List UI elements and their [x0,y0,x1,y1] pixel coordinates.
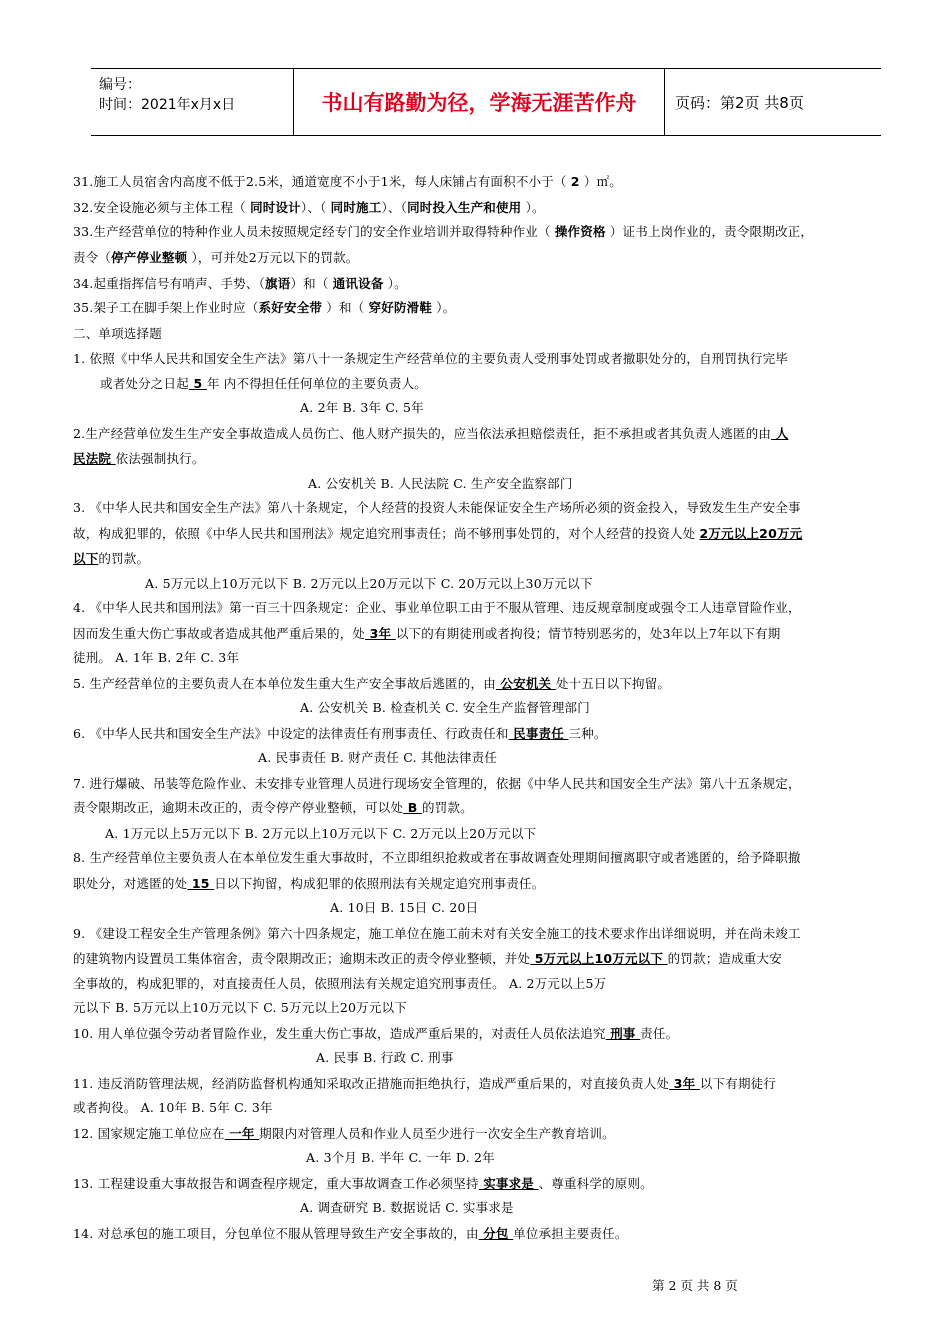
number-label: 编号： [99,77,141,93]
line-text: 单位承担主要责任。 [513,1226,628,1241]
answer-text: 15 [187,876,215,891]
text-line [73,1174,653,1192]
answer-text: 分包 [478,1226,514,1241]
text-line [73,222,813,240]
line-text: 10. 用人单位强令劳动者冒险作业，发生重大伤亡事故，造成严重后果的，对责任人员依法追究 [73,1026,606,1041]
text-line [73,774,801,792]
header-info [91,69,293,135]
line-text: ）。 [432,300,456,315]
line-text: ）和（ [290,276,333,291]
line-text: 31.施工人员宿舍内高度不低于2.5米，通道宽度不小于1米，每人床铺占有面积不小于（ [73,174,571,189]
header-table [91,68,881,136]
text-line [100,374,427,392]
line-text: A. 民事责任 B. 财产责任 C. 其他法律责任 [258,750,498,765]
answer-text: 通讯设备 [332,276,384,291]
line-text: 徒刑。 A. 1年 B. 2年 C. 3年 [73,650,240,665]
answer-text: 民事责任 [508,726,569,741]
answer-text: 2 [570,174,580,189]
text-line [73,274,407,292]
line-text: 职处分，对逃匿的处 [73,876,188,891]
line-text: A. 1万元以上5万元以下 B. 2万元以上10万元以下 C. 2万元以上20万元以下 [105,826,537,841]
line-text: 全事故的，构成犯罪的，对直接责任人员，依照刑法有关规定追究刑事责任。 A. 2万元以上5万 [73,976,607,991]
answer-text: 5 [188,376,207,391]
text-line [73,549,149,567]
text-line [73,674,670,692]
text-line [145,574,593,592]
line-text: 13. 工程建设重大事故报告和调查程序规定，重大事故调查工作必须坚持 [73,1176,479,1191]
line-text: 三种。 [568,726,607,741]
line-text: 8. 生产经营单位主要负责人在本单位发生重大事故时，不立即组织抢救或者在事故调查处理期间擅离职守或者逃匿的，给予降职撤 [73,850,801,865]
line-text: A. 3个月 B. 半年 C. 一年 D. 2年 [306,1150,495,1165]
line-text: 32.安全设施必须与主体工程（ [73,200,251,215]
text-line [73,598,801,616]
line-text: A. 5万元以上10万元以下 B. 2万元以上20万元以下 C. 20万元以上30万元以下 [145,576,593,591]
line-text: 9. 《建设工程安全生产管理条例》第六十四条规定，施工单位在施工前未对有关安全施工的技术要求作出详细说明，并在尚未竣工 [73,926,801,941]
text-line [73,1074,776,1092]
line-text: 的罚款；造成重大安 [667,951,782,966]
text-line [73,848,801,866]
line-text: 35.架子工在脚手架上作业时应（ [73,300,259,315]
text-line [73,724,607,742]
line-text: ）㎡。 [579,174,622,189]
line-text: 依法强制执行。 [115,451,205,466]
line-text: 11. 违反消防管理法规，经消防监督机构通知采取改正措施而拒绝执行，造成严重后果的，对直接负责人处 [73,1076,670,1091]
line-text: 33.生产经营单位的特种作业人员未按照规定经专门的安全作业培训并取得特种作业（ [73,224,555,239]
text-line [73,498,801,516]
answer-text: 操作资格 [554,224,606,239]
answer-text: 3年 [669,1076,700,1091]
line-text: A. 2年 B. 3年 C. 5年 [300,400,424,415]
text-line [73,172,622,190]
line-text: 12. 国家规定施工单位应在 [73,1126,225,1141]
line-text: 年 内不得担任任何单位的主要负责人。 [206,376,427,391]
line-text: 责任。 [640,1026,679,1041]
line-text: A. 民事 B. 行政 C. 刑事 [316,1050,454,1065]
answer-text: 同时设计 [250,200,301,215]
answer-text: 5万元以上10万元以下 [530,951,668,966]
text-line [73,648,239,666]
line-text: 34.起重指挥信号有哨声、手势、（ [73,276,266,291]
answer-text: 穿好防滑鞋 [368,300,433,315]
answer-text: 民法院 [73,451,116,466]
line-text: 二、单项选择题 [73,326,162,341]
line-text: ），可并处2万元以下的罚款。 [187,250,359,265]
line-text: 3. 《中华人民共和国安全生产法》第八十条规定，个人经营的投资人未能保证安全生产场所必须的资金投入，导致发生生产安全事 [73,500,801,515]
line-text: 或者处分之日起 [100,376,189,391]
answer-text: 系好安全带 [258,300,323,315]
text-line [73,974,606,992]
text-line [73,424,788,442]
motto: 书山有路勤为径，学海无涯苦作舟 [293,69,665,135]
line-text: 处十五日以下拘留。 [555,676,671,691]
answer-text: B [403,800,423,815]
text-line [73,298,455,316]
text-line [308,474,573,492]
page-footer: 第 2 页 共 8 页 [652,1278,738,1293]
text-line [330,898,478,916]
text-line [73,248,359,266]
line-text: A. 公安机关 B. 人民法院 C. 生产安全监察部门 [308,476,573,491]
text-line [258,748,497,766]
line-text: A. 调查研究 B. 数据说话 C. 实事求是 [300,1200,514,1215]
line-text: 日以下拘留，构成犯罪的依照刑法有关规定追究刑事责任。 [214,876,545,891]
text-line [73,1024,678,1042]
text-line [316,1048,454,1066]
text-line [306,1148,495,1166]
answer-text: 停产停业整顿 [111,250,188,265]
text-line [105,824,536,842]
line-text: 、尊重科学的原则。 [538,1176,653,1191]
line-text: 6. 《中华人民共和国安全生产法》中设定的法律责任有刑事责任、行政责任和 [73,726,509,741]
answer-text: 同时施工 [330,200,382,215]
line-text: 责令（ [73,250,112,265]
text-line [73,1224,627,1242]
text-line [73,524,802,542]
text-line [300,1198,514,1216]
text-line [73,198,545,216]
answer-text: 刑事 [605,1026,641,1041]
line-text: 的建筑物内设置员工集体宿舍，责令限期改正；逾期未改正的责令停业整顿，并处 [73,951,531,966]
line-text: 责令限期改正，逾期未改正的，责令停产停业整顿，可以处 [73,800,404,815]
text-line [73,324,162,342]
page-indicator: 页码：第2页 共8页 [675,93,804,112]
answer-text: 旗语 [265,276,291,291]
line-text: 或者拘役。 A. 10年 B. 5年 C. 3年 [73,1100,273,1115]
line-text: 以下有期徒行 [699,1076,777,1091]
text-line [73,874,544,892]
answer-text: 实事求是 [478,1176,539,1191]
text-line [73,1098,273,1116]
line-text: 以下的有期徒刑或者拘役；情节特别恶劣的，处3年以上7年以下有期 [395,626,781,641]
text-line [300,698,590,716]
text-line [73,949,782,967]
line-text: ）证书上岗作业的，责令限期改正， [605,224,814,239]
line-text: 故，构成犯罪的，依照《中华人民共和国刑法》规定追究刑事责任；尚不够刑事处罚的，对个人经营的投资人处 [73,526,700,541]
answer-text: 以下 [73,551,99,566]
line-text: ）、（ [381,200,408,215]
line-text: 1. 依照《中华人民共和国安全生产法》第八十一条规定生产经营单位的主要负责人受刑事处罚或者撤职处分的，自刑罚执行完毕 [73,351,789,366]
line-text: ）。 [521,200,545,215]
answer-text: 同时投入生产和使用 [407,200,522,215]
answer-text: 3年 [365,626,396,641]
line-text: ）和（ [322,300,369,315]
time-label: 时间：2021年x月x日 [99,97,236,113]
text-line [73,449,205,467]
line-text: 7. 进行爆破、吊装等危险作业、未安排专业管理人员进行现场安全管理的，依据《中华人民共和国安全生产法》第八十五条规定， [73,776,801,791]
answer-text: 一年 [224,1126,260,1141]
text-line [73,798,473,816]
text-line [73,624,780,642]
line-text: A. 10日 B. 15日 C. 20日 [330,900,479,915]
line-text: 14. 对总承包的施工项目，分包单位不服从管理导致生产安全事故的，由 [73,1226,479,1241]
answer-text: 公安机关 [495,676,556,691]
text-line [73,998,407,1016]
line-text: ）。 [383,276,407,291]
line-text: ）、（ [300,200,331,215]
line-text: A. 公安机关 B. 检查机关 C. 安全生产监督管理部门 [300,700,590,715]
line-text: 的罚款。 [98,551,150,566]
text-line [73,924,801,942]
text-line [73,349,788,367]
line-text: 4. 《中华人民共和国刑法》第一百三十四条规定：企业、事业单位职工由于不服从管理、违反规章制度或强令工人违章冒险作业， [73,600,801,615]
answer-text: 人 [771,426,789,441]
line-text: 元以下 B. 5万元以上10万元以下 C. 5万元以上20万元以下 [73,1000,407,1015]
text-line [73,1124,615,1142]
answer-text: 2万元以上20万元 [699,526,803,541]
line-text: 5. 生产经营单位的主要负责人在本单位发生重大生产安全事故后逃匿的，由 [73,676,496,691]
line-text: 因而发生重大伤亡事故或者造成其他严重后果的，处 [73,626,366,641]
line-text: 2.生产经营单位发生生产安全事故造成人员伤亡、他人财产损失的，应当依法承担赔偿责任，拒不承担或者其负责人逃匿的由 [73,426,772,441]
line-text: 期限内对管理人员和作业人员至少进行一次安全生产教育培训。 [259,1126,615,1141]
text-line [300,398,424,416]
line-text: 的罚款。 [422,800,473,815]
